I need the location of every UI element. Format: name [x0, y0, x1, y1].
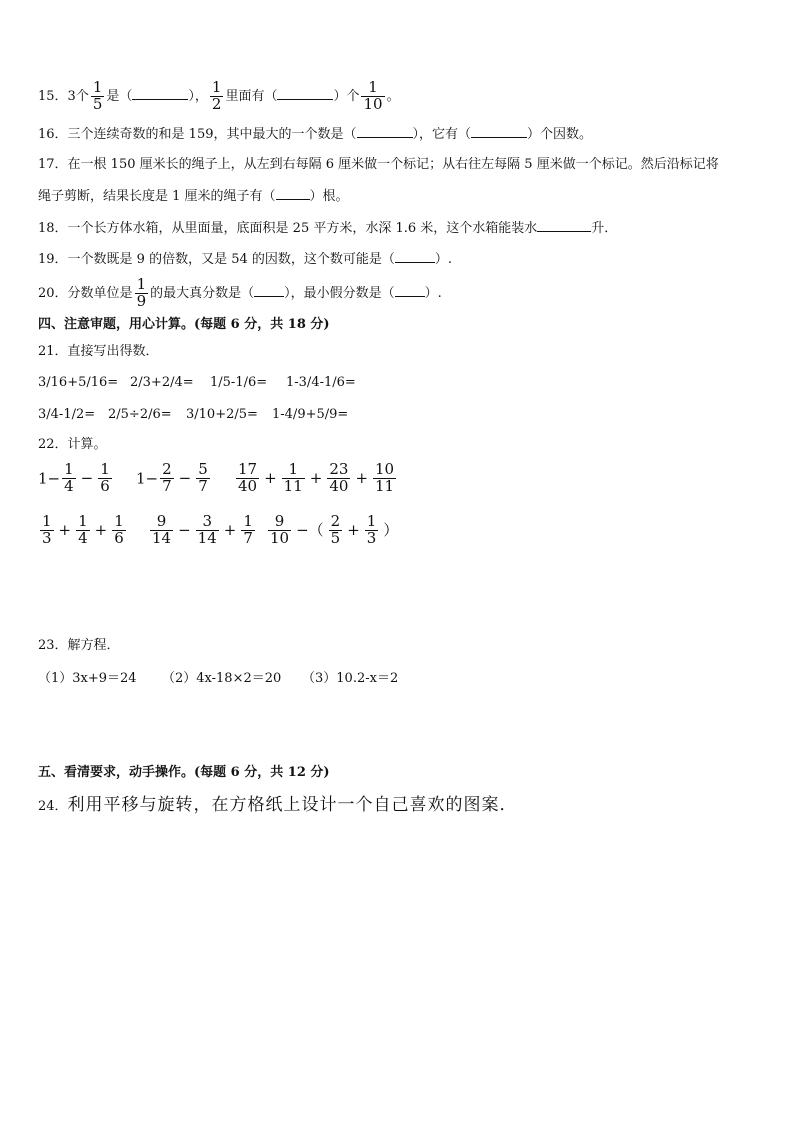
operator: ）: [383, 521, 399, 540]
numerator: 5: [198, 460, 208, 478]
expression: 2/5÷2/6=: [108, 407, 172, 422]
denominator: 10: [270, 528, 290, 547]
operand: 1−: [38, 469, 61, 488]
denominator: 2: [211, 94, 222, 113]
q21-row-1: [38, 374, 356, 392]
fraction: [327, 462, 350, 495]
fraction: [112, 514, 126, 547]
denominator: 11: [375, 476, 395, 495]
expression-4: [38, 514, 148, 547]
answer-blank[interactable]: [395, 250, 435, 263]
question-20: [38, 277, 442, 310]
expression-3: [234, 462, 398, 495]
numerator: 1: [114, 512, 124, 530]
expression: 3/4-1/2=: [38, 407, 96, 422]
answer-blank[interactable]: [395, 284, 425, 297]
question-text: 3个: [67, 88, 89, 104]
question-number: 19．: [38, 252, 68, 267]
expression-6: [266, 514, 401, 547]
question-text: 一个数既是 9 的倍数，又是 54 的因数，这个数可能是（: [67, 252, 395, 267]
denominator: 3: [366, 528, 377, 547]
denominator: 5: [92, 94, 103, 113]
expression: 3/16+5/16=: [38, 375, 119, 390]
denominator: 40: [238, 476, 258, 495]
expression-2: [136, 462, 234, 495]
answer-blank[interactable]: [471, 125, 527, 138]
fraction: [361, 80, 384, 113]
operator: −: [80, 469, 94, 488]
numerator: 10: [375, 460, 395, 478]
fraction: [91, 80, 105, 113]
operator: +: [264, 469, 277, 488]
denominator: 6: [114, 528, 124, 547]
equation-1: （1）3x+9＝24: [38, 671, 137, 686]
fraction: [282, 462, 305, 495]
question-text: 是（: [106, 88, 133, 104]
q22-row-2: [38, 514, 401, 547]
expression: 1-3/4-1/6=: [286, 375, 356, 390]
question-text: 里面有（: [225, 88, 278, 104]
operand: 1−: [136, 469, 159, 488]
numerator: 1: [366, 512, 377, 530]
equation-2: （2）4x-18×2＝20: [162, 671, 282, 686]
question-number: 16．: [38, 127, 68, 142]
question-22-title: 22．计算。: [38, 437, 107, 452]
operator: +: [94, 521, 108, 540]
question-text: ）.: [434, 252, 453, 267]
fraction: [329, 514, 343, 547]
operator: −: [178, 521, 191, 540]
numerator: 1: [368, 78, 378, 96]
denominator: 4: [78, 528, 88, 547]
denominator: 40: [329, 476, 349, 495]
question-text: 。: [386, 88, 400, 104]
question-text: 三个连续奇数的和是 159，其中最大的一个数是（: [67, 127, 357, 142]
answer-blank[interactable]: [537, 219, 591, 232]
numerator: 1: [92, 78, 103, 96]
expression-5: [148, 514, 266, 547]
denominator: 11: [283, 476, 303, 495]
expression: 3/10+2/5=: [186, 407, 258, 422]
numerator: 1: [136, 275, 147, 293]
expression: 2/3+2/4=: [130, 375, 194, 390]
operator: +: [309, 469, 323, 488]
numerator: 1: [64, 460, 74, 478]
numerator: 1: [288, 460, 298, 478]
section-4-heading: 四、注意审题，用心计算。(每题 6 分，共 18 分): [38, 317, 330, 332]
question-text: 一个长方体水箱，从里面量，底面积是 25 平方米，水深 1.6 米，这个水箱能装水: [67, 221, 538, 236]
question-text: ）.: [424, 285, 442, 301]
denominator: 4: [64, 476, 74, 495]
question-21-title: 21．直接写出得数．: [38, 344, 159, 359]
question-text: 升．: [591, 221, 618, 236]
q23-equations: [38, 670, 398, 688]
numerator: 1: [42, 512, 52, 530]
question-text: ）个因数。: [527, 127, 593, 142]
expression-1: [38, 462, 136, 495]
answer-blank[interactable]: [357, 125, 413, 138]
question-text: ），最小假分数是（: [284, 285, 395, 301]
q22-row-1: [38, 462, 398, 495]
denominator: 7: [243, 528, 253, 547]
operator: −: [178, 469, 192, 488]
question-24: [38, 794, 518, 818]
question-18: [38, 219, 617, 238]
question-text: 分数单位是: [67, 285, 133, 301]
operator: +: [355, 469, 369, 488]
fraction: [40, 514, 54, 547]
equation-3: （3）10.2-x＝2: [302, 671, 399, 686]
fraction: [76, 514, 90, 547]
question-text: 的最大真分数是（: [150, 285, 255, 301]
fraction: [150, 514, 173, 547]
question-number: 15．: [38, 88, 68, 104]
answer-blank[interactable]: [276, 187, 310, 200]
fraction: [241, 514, 255, 547]
numerator: 2: [162, 460, 172, 478]
denominator: 6: [100, 476, 110, 495]
fraction: [98, 462, 112, 495]
numerator: 9: [156, 512, 167, 530]
question-text: 在一根 150 厘米长的绳子上，从左到右每隔 6 厘米做一个标记；从右往左每隔 5 厘米做一个标记。然后沿标记将: [67, 157, 719, 172]
question-16: [38, 125, 592, 144]
numerator: 23: [329, 460, 349, 478]
q21-row-2: [38, 406, 348, 424]
numerator: 17: [238, 460, 258, 478]
question-15: [38, 80, 400, 113]
fraction: [62, 462, 76, 495]
operator: +: [58, 521, 72, 540]
operator: −（: [296, 521, 324, 540]
question-17: [38, 156, 719, 174]
numerator: 1: [78, 512, 88, 530]
answer-blank[interactable]: [277, 87, 333, 100]
fraction: [196, 514, 219, 547]
denominator: 9: [136, 291, 147, 310]
question-number: 24．: [38, 799, 68, 814]
fraction: [210, 80, 224, 113]
denominator: 14: [152, 528, 172, 547]
expression: 1-4/9+5/9=: [272, 407, 349, 422]
fraction: [160, 462, 174, 495]
question-19: [38, 250, 452, 269]
numerator: 1: [243, 512, 253, 530]
denominator: 7: [162, 476, 172, 495]
denominator: 7: [198, 476, 208, 495]
denominator: 10: [363, 94, 383, 113]
expression: 1/5-1/6=: [210, 375, 268, 390]
question-text: ）个: [333, 88, 360, 104]
fraction: [236, 462, 259, 495]
operator: +: [223, 521, 237, 540]
answer-blank[interactable]: [254, 284, 284, 297]
answer-blank[interactable]: [132, 87, 188, 100]
numerator: 1: [100, 460, 110, 478]
denominator: 3: [42, 528, 52, 547]
operator: +: [347, 521, 360, 540]
question-text: ）根。: [309, 189, 349, 204]
denominator: 14: [197, 528, 217, 547]
denominator: 5: [330, 528, 341, 547]
section-5-heading: 五、看清要求，动手操作。(每题 6 分，共 12 分): [38, 765, 330, 780]
question-text: 绳子剪断，结果长度是 1 厘米的绳子有（: [38, 189, 276, 204]
question-number: 18．: [38, 221, 68, 236]
question-text: 利用平移与旋转，在方格纸上设计一个自己喜欢的图案．: [67, 795, 518, 815]
fraction: [373, 462, 396, 495]
fraction: [268, 514, 291, 547]
question-17-cont: [38, 187, 349, 206]
fraction: [196, 462, 210, 495]
question-text: ），它有（: [412, 127, 472, 142]
question-number: 20．: [38, 285, 68, 301]
numerator: 2: [330, 512, 341, 530]
fraction: [135, 277, 149, 310]
question-text: ），: [188, 88, 208, 104]
question-number: 17．: [38, 157, 68, 172]
numerator: 3: [202, 512, 212, 530]
numerator: 9: [274, 512, 285, 530]
question-23-title: 23．解方程．: [38, 638, 120, 653]
fraction: [365, 514, 379, 547]
numerator: 1: [211, 78, 222, 96]
